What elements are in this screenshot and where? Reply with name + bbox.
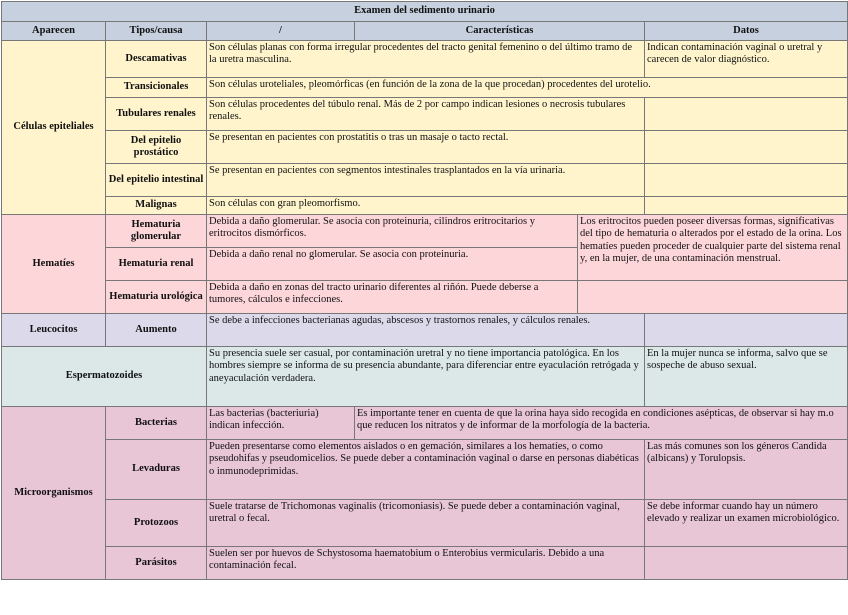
chars-cell: Son células planas con forma irregular procedentes del tracto genital femenino o del último tramo de la uretra masculina. <box>207 41 645 78</box>
datos-cell <box>645 98 848 131</box>
category-leucocitos: Leucocitos <box>2 314 106 347</box>
datos-cell: Indican contaminación vaginal o uretral y carecen de valor diagnóstico. <box>645 41 848 78</box>
datos-cell <box>645 197 848 215</box>
chars-cell: Son células uroteliales, pleomórficas (en función de la zona de la que procedan) procedentes del urotelio. <box>207 78 848 98</box>
datos-cell: Las más comunes son los géneros Candida (albicans) y Torulopsis. <box>645 440 848 500</box>
chars-cell: Se debe a infecciones bacterianas agudas, abscesos y trastornos renales, y cálculos renales. <box>207 314 645 347</box>
header-tipos: Tipos/causa <box>106 22 207 41</box>
chars-cell: Son células procedentes del túbulo renal. Más de 2 por campo indican lesiones o necrosis tubulares renales. <box>207 98 645 131</box>
datos-cell <box>645 314 848 347</box>
type-cell: Parásitos <box>106 547 207 580</box>
header-datos: Datos <box>645 22 848 41</box>
type-cell: Hematuria glomerular <box>106 215 207 248</box>
datos-cell <box>578 281 848 314</box>
category-celulas: Células epiteliales <box>2 41 106 215</box>
type-cell: Malignas <box>106 197 207 215</box>
chars-cell: Son células con gran pleomorfismo. <box>207 197 645 215</box>
chars-cell: Pueden presentarse como elementos aislados o en gemación, similares a los hematíes, o como pseudohifas y pseudomicelios. Se puede deber a contaminación vaginal o darse en personas diabéticas o inmunodeprimidas. <box>207 440 645 500</box>
chars-cell: Suelen ser por huevos de Schystosoma haematobium o Enterobius vermicularis. Debido a una contaminación fecal. <box>207 547 645 580</box>
header-caracteristicas: Características <box>355 22 645 41</box>
type-cell: Hematuria renal <box>106 248 207 281</box>
type-cell: Protozoos <box>106 500 207 547</box>
type-cell: Aumento <box>106 314 207 347</box>
chars-cell: Debida a daño en zonas del tracto urinario diferentes al riñón. Puede deberse a tumores, cálculos e infecciones. <box>207 281 578 314</box>
table-title: Examen del sedimento urinario <box>2 2 848 22</box>
category-microorganismos: Microorganismos <box>2 407 106 580</box>
type-cell: Descamativas <box>106 41 207 78</box>
type-cell: Bacterias <box>106 407 207 440</box>
chars-cell: Se presentan en pacientes con prostatitis o tras un masaje o tacto rectal. <box>207 131 645 164</box>
chars-cell: Suele tratarse de Trichomonas vaginalis (tricomoniasis). Se puede deber a contaminación vaginal, uretral o fecal. <box>207 500 645 547</box>
chars-cell: Su presencia suele ser casual, por contaminación uretral y no tiene importancia patológica. En los hombres siempre se informa de su presencia abundante, para diferenciar entre eyaculación retrógada y aneyaculación verdadera. <box>207 347 645 407</box>
chars-cell: Debida a daño glomerular. Se asocia con proteinuria, cilindros eritrocitarios y eritrocitos dismórficos. <box>207 215 578 248</box>
chars-cell: Las bacterias (bacteriuria) indican infección. <box>207 407 355 440</box>
datos-cell: Se debe informar cuando hay un número elevado y realizar un examen microbiológico. <box>645 500 848 547</box>
category-espermatozoides: Espermatozoides <box>2 347 207 407</box>
datos-cell <box>645 131 848 164</box>
type-cell: Levaduras <box>106 440 207 500</box>
datos-cell: Es importante tener en cuenta de que la orina haya sido recogida en condiciones asépticas, de observar si hay m.o que reducen los nitratos y de informar de la morfología de la bacteria. <box>355 407 848 440</box>
type-cell: Del epitelio prostático <box>106 131 207 164</box>
sediment-table <box>1 1 848 580</box>
datos-cell: En la mujer nunca se informa, salvo que se sospeche de abuso sexual. <box>645 347 848 407</box>
type-cell: Hematuria urológica <box>106 281 207 314</box>
header-slash: / <box>207 22 355 41</box>
type-cell: Transicionales <box>106 78 207 98</box>
datos-cell <box>645 547 848 580</box>
category-hematies: Hematíes <box>2 215 106 314</box>
datos-cell <box>645 164 848 197</box>
header-aparecen: Aparecen <box>2 22 106 41</box>
hematies-datos: Los eritrocitos pueden poseer diversas formas, significativas del tipo de hematuria o alterados por el estado de la orina. Los hematíes pueden proceder de cualquier parte del sistema renal y, en la mujer, de una contaminación menstrual. <box>578 215 848 281</box>
chars-cell: Se presentan en pacientes con segmentos intestinales trasplantados en la vía urinaria. <box>207 164 645 197</box>
type-cell: Del epitelio intestinal <box>106 164 207 197</box>
type-cell: Tubulares renales <box>106 98 207 131</box>
chars-cell: Debida a daño renal no glomerular. Se asocia con proteinuria. <box>207 248 578 281</box>
